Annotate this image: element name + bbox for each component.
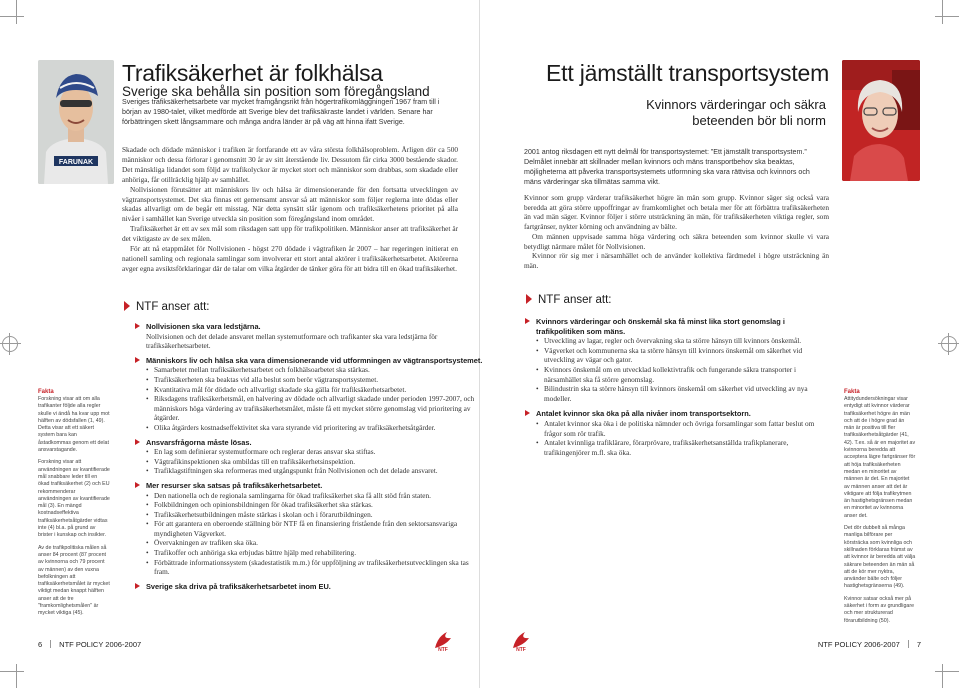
ntf-opinion-heading-text: NTF anser att:	[136, 301, 210, 313]
opinion-group-title	[146, 582, 484, 592]
body-paragraph: Om männen uppvisade samma höga värdering och säkra beteenden som kvinnor skulle vi vara betydligt närmare målet för Nollvisionen.	[524, 231, 829, 251]
opinion-group-title	[146, 438, 484, 448]
list-item: • Vägverket och kommunerna ska ta större hänsyn till kvinnors önskemål om säkerhet vid utveckling av vägar och gator.	[536, 346, 826, 365]
list-item: • Bilindustrin ska ta större hänsyn till kvinnors önskemål om säkerhet vid utveckling av nya modeller.	[536, 384, 826, 403]
svg-text:NTF: NTF	[438, 647, 448, 652]
ntf-opinion-heading-text: NTF anser att:	[538, 294, 612, 306]
page-subtitle: Kvinnors värderingar och säkra beteenden bör bli norm	[646, 97, 826, 128]
footer-label: NTF POLICY 2006-2007	[817, 640, 900, 649]
fakta-paragraph: Kvinnor satsar också mer på säkerhet i form av grundligare och mer strukturerad förarutbildning (50).	[844, 595, 915, 624]
list-item: • Trafiklagstiftningen ska reformeras med utgångspunkt från Nollvisionen och det delade ansvaret.	[146, 466, 484, 476]
crop-mark	[935, 671, 959, 672]
opinion-group-title	[146, 322, 484, 332]
opinion-group-title-text: Antalet kvinnor ska öka på alla nivåer inom transportsektorn.	[536, 409, 751, 419]
crop-mark	[942, 0, 943, 24]
crop-mark	[16, 664, 17, 688]
opinion-group-title-text: Människors liv och hälsa ska vara dimensionerande vid utformningen av vägtransportsystemet.	[146, 355, 483, 365]
footer-label: NTF POLICY 2006-2007	[59, 640, 142, 649]
ntf-opinion-list	[146, 322, 484, 596]
ntf-logo-icon	[510, 630, 532, 652]
list-item: • Trafiksäkerhetsutbildningen måste stärkas i skolan och i förarutbildningen.	[146, 510, 484, 520]
list-item: • Utveckling av lagar, regler och övervakning ska ta större hänsyn till kvinnors önskemål.	[536, 336, 826, 346]
list-item: • Övervakningen av trafiken ska öka.	[146, 538, 484, 548]
list-item: • Trafiksäkerheten ska beaktas vid alla beslut som berör vägtransportsystemet.	[146, 375, 484, 385]
bullet-list	[536, 419, 826, 457]
list-item: • Samarbetet mellan trafiksäkerhetsarbetet och folkhälsoarbetet ska stärkas.	[146, 365, 484, 375]
list-item: • Kvantitativa mål för dödade och allvarligt skadade ska gälla för trafiksäkerhetsarbetet.	[146, 385, 484, 395]
arrow-marker-icon	[124, 301, 130, 311]
fakta-paragraph: Forskning visar att användningen av kvantifierade mål snabbare leder till en ökad trafiksäkerhet (2) och EU rekommenderar användningen av kvantifierade mål (3). En mängd kostnadseffektiva trafiksäkerhetsåtgärder vidtas inte (4) bl.a. på grund av brister i kunskap och insikter.	[38, 459, 110, 539]
opinion-group-text: Nollvisionen och det delade ansvaret mellan systemutformare och trafikanter ska vara ledstjärna för trafiksäkerhetsarbetet.	[146, 331, 438, 351]
intro-paragraph: 2001 antog riksdagen ett nytt delmål för transportsystemet: ”Ett jämställt transportsystem.” Delmålet innebär att skillnader mellan kvinnors och mäns transportbehov ska beaktas, möjligheterna att påverka transportsystemets utformning ska vara rättvisa och kvinnors och mäns värderingar ska tillmätas samma vikt.	[524, 148, 810, 186]
page-title: Trafiksäkerhet är folkhälsa	[122, 60, 383, 86]
opinion-group	[146, 481, 484, 577]
ntf-opinion-heading	[124, 301, 210, 313]
footer-separator	[50, 640, 51, 648]
opinion-group	[536, 409, 826, 457]
page-number: 6	[38, 640, 43, 649]
arrow-marker-icon	[526, 294, 532, 304]
body-text	[524, 193, 829, 271]
opinion-group-title-text: Mer resurser ska satsas på trafiksäkerhetsarbetet.	[146, 480, 323, 490]
fakta-paragraph: Forskning visar att om alla trafikanter följde alla regler skulle vi ändå ha kvar upp mot hälften av dödsfallen (1, 49). Detta visar att ett säkert system bara kan åstadkommas genom ett delat ansvarstagande.	[38, 396, 110, 454]
registration-mark-icon	[941, 336, 957, 352]
opinion-group-title-text: Sverige ska driva på trafiksäkerhetsarbetet inom EU.	[146, 581, 331, 591]
list-item: • Kvinnors önskemål om en utvecklad kollektivtrafik och fungerande säkra transporter i närsamhället ska få större genomslag.	[536, 365, 826, 384]
fakta-paragraph: Attitydundersökningar visar entydigt att kvinnor värderar trafiksäkerhet högre än män och att de i högre grad än män är positiva till fler trafiksäkerhetsåtgärder (41, 42). T.ex. så är en majoritet av kvinnorna beredda att acceptera lägre fartgränser för att höja trafiksäkerheten medan en minoritet av männen är det. En majoritet av männen anser att det är viktigare att följa trafikrytmen än hastighetsgränsen medan en minoritet av kvinnorna anser det.	[844, 396, 916, 519]
list-item: • Folkbildningen och opinionsbildningen för ökad trafiksäkerhet ska stärkas.	[146, 500, 484, 510]
arrow-marker-icon	[135, 323, 140, 329]
opinion-group-title-text: Nollvisionen ska vara ledstjärna.	[146, 322, 261, 331]
opinion-group-title-text: Ansvarsfrågorna måste lösas.	[146, 437, 252, 447]
body-paragraph: Skadade och dödade människor i trafiken är fortfarande ett av våra största folkhälsoproblem. Årligen dör ca 500 människor och dessa förlorar i genomsnitt 30 år av sitt återstående liv. Dessutom får cirka 3000 bestående skador. Det mänskliga lidandet som följd av trafikolyckor är mycket stort och människor som drabbas, som skadade eller anhöriga, får otillräcklig hjälp av samhället.	[122, 145, 458, 184]
page-subtitle: Sverige ska behålla sin position som föregångsland	[122, 84, 430, 99]
crop-mark	[16, 0, 17, 24]
bullet-list	[146, 447, 484, 476]
fakta-title: Fakta	[844, 389, 860, 395]
opinion-group-title	[536, 409, 826, 419]
list-item: • Förbättrade informationssystem (skadestatistik m.m.) för uppföljning av trafiksäkerhetsutvecklingen ska tas fram.	[146, 558, 484, 577]
list-item: • Antalet kvinnor ska öka i de politiska nämnder och övriga forsamlingar som fattar beslut om frågor som rör trafik.	[536, 419, 826, 438]
body-paragraph: Kvinnor rör sig mer i närsamhället och de använder kollektiva färdmedel i högre utsträckning än män.	[524, 251, 829, 270]
fakta-sidebar	[38, 388, 110, 623]
list-item: • Vägtrafikinspektionen ska ombildas till en trafiksäkerhetsinspektion.	[146, 457, 484, 467]
list-item: • Trafikoffer och anhöriga ska erbjudas bättre hjälp med rehabilitering.	[146, 548, 484, 558]
opinion-group	[146, 582, 484, 592]
opinion-group-title-text: Kvinnors värderingar och önskemål ska få minst lika stort genomslag i trafikpolitiken som mäns.	[536, 317, 785, 336]
opinion-group-title	[536, 317, 826, 336]
list-item: • För att garantera en oberoende ställning bör NTF få en finansiering fristående från den sektorsansvariga myndigheten Vägverket.	[146, 519, 484, 538]
body-paragraph: För att nå etappmålet för Nollvisionen - högst 270 dödade i vägtrafiken år 2007 – har regeringen initierat en nationell samling och regionala samlingar som involverar ett stort antal aktörer i trafiksäkerhetsarbetet. Aktörerna avger egna avsiktsförklaringar där de talar om vilka åtgärder de tänker göra för att bidra till en ökad trafiksäkerhet.	[122, 244, 458, 273]
fakta-paragraph: Det dör dubbelt så många manliga bilförare per körsträcka som kvinnliga och skillnaden förklaras främst av att kvinnor är beredda att välja säkrare beteenden än män så att de kör mer nyktra, använder bälte och följer hastighetsgränserna (49).	[844, 525, 916, 590]
arrow-marker-icon	[135, 357, 140, 363]
page-number: 7	[916, 640, 921, 649]
ntf-opinion-heading	[526, 294, 612, 306]
opinion-group	[536, 317, 826, 403]
opinion-group	[146, 438, 484, 476]
body-text	[122, 145, 458, 274]
svg-text:FARUNAK: FARUNAK	[58, 159, 94, 166]
list-item: • Riksdagens trafiksäkerhetsmål, en halvering av dödade och allvarligt skadade under perioden 1997-2007, och människors höga värdering av trafiksäkerhetsmålet, måste få ett mycket större genomslag vid prioritering av åtgärder.	[146, 394, 484, 423]
arrow-marker-icon	[135, 482, 140, 488]
arrow-marker-icon	[525, 318, 530, 324]
ntf-opinion-list	[536, 317, 826, 462]
page-footer	[818, 640, 921, 649]
opinion-group	[146, 322, 484, 351]
footer-separator	[908, 640, 909, 648]
crop-mark	[942, 664, 943, 688]
list-item: • Den nationella och de regionala samlingarna för ökad trafiksäkerhet ska få allt stöd från staten.	[146, 491, 484, 501]
crop-mark	[0, 16, 24, 17]
bullet-list	[146, 365, 484, 432]
svg-text:NTF: NTF	[516, 647, 526, 652]
page-footer	[38, 640, 141, 649]
fakta-sidebar	[844, 388, 916, 630]
arrow-marker-icon	[135, 583, 140, 589]
list-item: • Olika åtgärders kostnadseffektivitet ska vara styrande vid prioritering av trafiksäkerhetsåtgärder.	[146, 423, 484, 433]
body-paragraph: Nollvisionen förutsätter att människors liv och hälsa är dimensionerande för den fortsatta utvecklingen av vägtransportsystemet. Det ska finnas ett gemensamt ansvar så att människor som följer reglerna inte dödas eller skadas allvarligt om de begår ett misstag. När detta synsätt slår igenom och trafiksäkerhetens prioritet på alla nivåer i samhället kan Sverige utveckla sin position som föregångsland inom området.	[122, 184, 458, 224]
registration-mark-icon	[2, 336, 18, 352]
list-item: • En lag som definierar systemutformare och reglerar deras ansvar ska stiftas.	[146, 447, 484, 457]
body-paragraph: Kvinnor som grupp värderar trafiksäkerhet högre än män som grupp. Kvinnor säger sig också vara beredda att göra större uppoffringar av framkomlighet och betala mer för att förbättra trafiksäkerheten än vad män säger. Kvinnor följer i större utsträckning än män, för trafiksäkerheten viktiga regler, som fartgränser, nykter körning och användning av bälte.	[524, 193, 829, 232]
portrait-photo-elderly-woman	[842, 60, 920, 181]
crop-mark	[0, 671, 24, 672]
fakta-title: Fakta	[38, 389, 54, 395]
page-title: Ett jämställt transportsystem	[546, 60, 830, 86]
opinion-group-title	[146, 481, 484, 491]
body-paragraph: Trafiksäkerhet är ett av sex mål som riksdagen satt upp för trafikpolitiken. Människor anser att trafiksäkerhet är det viktigaste av de sex målen.	[122, 224, 458, 244]
bullet-list	[146, 491, 484, 577]
ntf-logo-icon	[432, 630, 454, 652]
fakta-paragraph: Av de trafikpolitiska målen så anser 84 procent (87 procent av kvinnorna och 79 procent av männen) av den vuxna befolkningen att trafiksäkerhetsmålet är mycket viktigt medan knappt hälften anser att de tre "framkomlighetsmålen" är mycket viktiga (45).	[38, 544, 110, 617]
crop-mark	[935, 16, 959, 17]
arrow-marker-icon	[525, 410, 530, 416]
opinion-group-title	[146, 356, 484, 366]
intro-paragraph: Sveriges trafiksäkerhetsarbete var mycket framgångsrikt från högertrafikomläggningen 1967 fram till i början av 1980-talet, vilket medförde att Sverige blev det trafiksäkraste landet i världen. Senare har förbättringen skett långsammare och många andra länder är på väg att hinna ifatt Sverige.	[122, 98, 440, 126]
opinion-group	[146, 356, 484, 433]
list-item: • Antalet kvinnliga trafiklärare, förarprövare, trafiksäkerhetsanställda trafikplanerare, trafikingenjörer m.fl. ska öka.	[536, 438, 826, 457]
arrow-marker-icon	[135, 439, 140, 445]
portrait-photo-cyclist	[38, 60, 114, 184]
bullet-list	[536, 336, 826, 403]
